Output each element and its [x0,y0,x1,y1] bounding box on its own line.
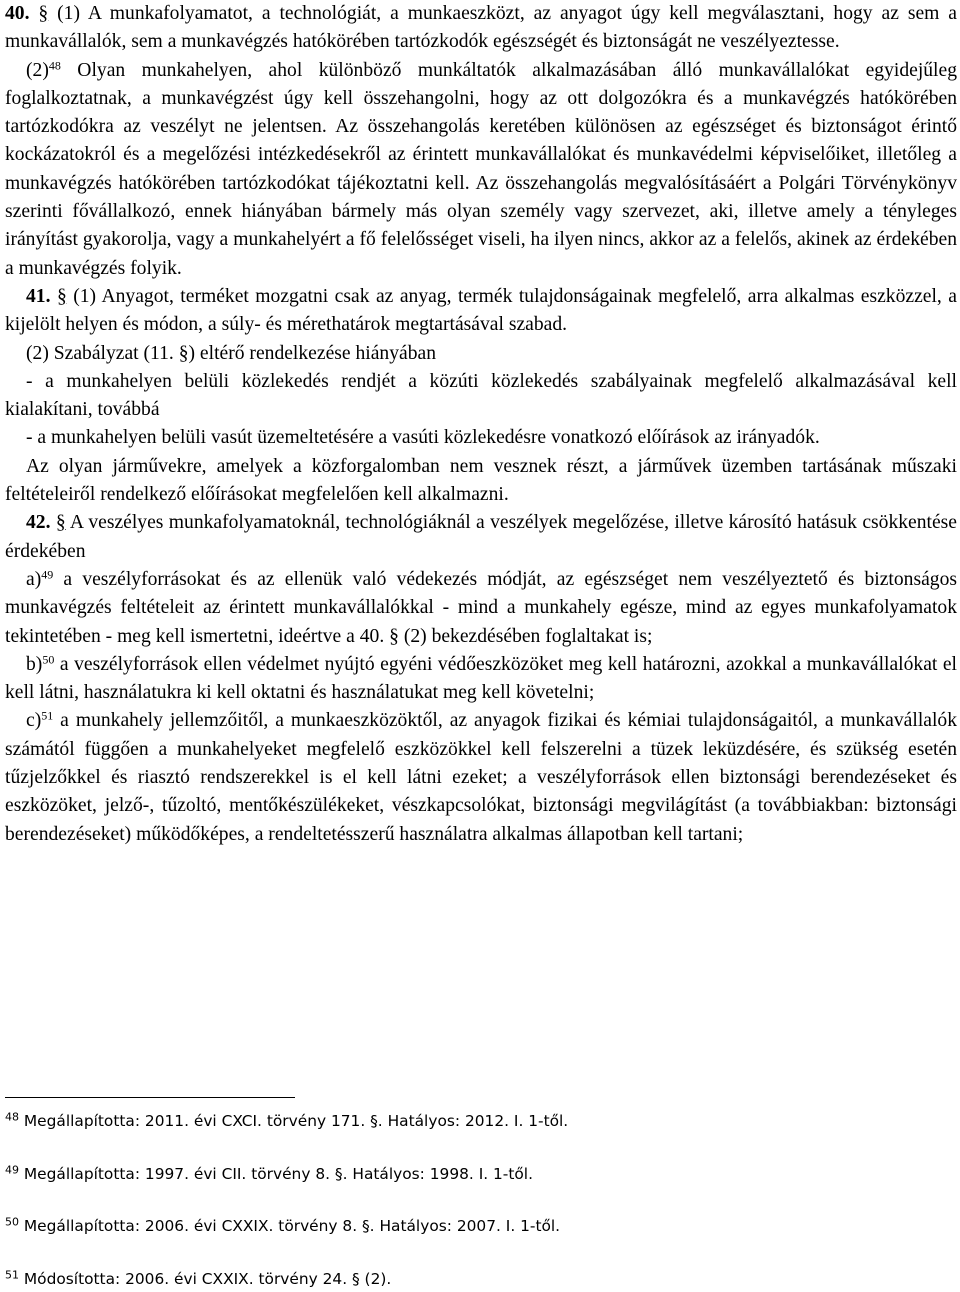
footnote-48 [5,1111,568,1131]
footnote-number: 51 [5,1268,19,1282]
point-label: b) [26,653,43,675]
paragraph-text: a munkahely jellemzőitől, a munkaeszközöktől, az anyagok fizikai és kémiai tulajdonságaitól, a munkavállalók számától függően a munkahelyeket megfelelő eszközökkel kell felszerelni a tüzek leküzdésére, és szükség esetén tűzjelzőkkel és riasztó rendszerekkel is el kell látni ezeket; a veszélyforrások ellen biztonsági berendezéseket és eszközöket, jelző-, tűzoltó, mentőkészülékeket, vészkapcsolókat, biztonsági megvilágítást (a továbbiakban: biztonsági berendezéseket) működőképes, a rendeltetésszerű használatra alkalmas állapotban kell tartani; [5,710,957,845]
document-page [5,0,957,1292]
footnote-49 [5,1164,533,1184]
section-number: 42. [26,512,51,534]
list-item-traffic [5,368,957,425]
paragraph-40-1 [5,0,957,57]
paragraph-42 [5,509,957,566]
section-sign: § [178,342,189,364]
paragraph-text: - a munkahelyen belüli közlekedés rendjét a közúti közlekedés szabályainak megfelelő alkalmazásával kell kialakítani, továbbá [5,370,957,421]
paragraph-text: a veszélyforrások ellen védelmet nyújtó egyéni védőeszközöket meg kell határozni, azokkal a munkavállalókat el kell látni, használatukra ki kell oktatni és használatukat meg kell követelni; [5,653,957,704]
paragraph-vehicles [5,453,957,510]
footnote-number: 48 [5,1110,19,1124]
paragraph-text: Olyan munkahelyen, ahol különböző munkáltatók alkalmazásában álló munkavállalókat egyidejűleg foglalkoztatnak, a munkavégzést úgy kell összehangolni, hogy az ott dolgozókra és a munkavégzés hatókörében tartózkodókra az veszélyt ne jelentsen. Az összehangolás keretében különösen az egészséget és biztonságot érintő kockázatokról és a megelőzési intézkedésekről az érintett munkavállalókat és munkavédelmi képviselőiket, illetőleg a munkavégzés hatókörében tartózkodókat tájékoztatni kell. Az összehangolás megvalósításáért a Polgári Törvénykönyv szerinti fővállalkozó, ennek hiányában bármely más olyan személy vagy szervezet, aki, illetve amely a tényleges irányítást gyakorolja, vagy a munkahelyért a fő felelősséget viseli, ha ilyen nincs, akkor az a felelős, akinek az érdekében a munkavégzés folyik. [5,59,957,279]
point-label: a) [26,568,42,590]
footnote-50 [5,1216,560,1236]
point-a [5,566,957,651]
point-c [5,707,957,848]
paragraph-text: - a munkahelyen belüli vasút üzemeltetésére a vasúti közlekedésre vonatkozó előírások az irányadók. [26,427,820,449]
footnote-number: 49 [5,1163,19,1177]
paragraph-text: (1) A munkafolyamatot, a technológiát, a munkaeszközt, az anyagot úgy kell megválasztani, hogy az sem a munkavállalók, sem a munkavégzés hatókörében tartózkodók egészségét és biztonságát ne veszélyeztesse. [5,3,957,53]
section-number: 41. [26,285,51,307]
paragraph-41-1 [5,283,957,340]
point-label: c) [26,710,42,732]
footnote-text: Megállapította: 1997. évi CII. törvény 8. §. Hatályos: 1998. I. 1-től. [19,1165,533,1183]
paragraph-text: Az olyan járművekre, amelyek a közforgalomban nem vesznek részt, a járművek üzemben tartásának műszaki feltételeiről rendelkező előírásokat megfelelően kell alkalmazni. [5,455,957,506]
footnote-text: Megállapította: 2006. évi CXXIX. törvény 8. §. Hatályos: 2007. I. 1-től. [19,1217,561,1235]
section-sign: § [55,512,66,534]
paragraph-41-2 [5,340,957,368]
section-sign: § [38,3,49,24]
document-body [5,0,957,849]
list-item-railway [5,424,957,452]
footnote-ref-49[interactable]: 49 [41,567,54,582]
footnote-number: 50 [5,1215,19,1229]
footnote-51 [5,1269,391,1289]
paragraph-text: (1) Anyagot, terméket mozgatni csak az anyag, termék tulajdonságainak megfelelő, arra alkalmas eszközzel, a kijelölt helyen és módon, a súly- és mérethatárok megtartásával szabad. [5,285,957,336]
paragraph-text: A veszélyes munkafolyamatoknál, technológiáknál a veszélyek megelőzése, illetve károsító hatásuk csökkentése érdekében [5,512,957,562]
section-sign: § [56,285,67,307]
paragraph-text: (2) bekezdésében foglaltakat is; [398,625,653,647]
point-b [5,651,957,708]
paragraph-text: ) eltérő rendelkezése hiányában [188,342,437,364]
footnote-text: Módosította: 2006. évi CXXIX. törvény 24. § (2). [19,1270,392,1288]
paragraph-text: (2) Szabályzat (11. [26,342,179,364]
paragraph-40-2 [5,57,957,283]
footnote-ref-48[interactable]: 48 [48,58,61,72]
section-number: 40. [5,3,30,24]
paragraph-text: a veszélyforrásokat és az ellenük való védekezés módját, az egészséget nem veszélyeztető és biztonságos munkavégzés feltételeit az érintett munkavállalókkal - mind a munkahely egésze, mind az egyes munkafolyamatok tekintetében - meg kell ismertetni, ideértve a 40. [5,568,957,647]
footnote-ref-50[interactable]: 50 [42,652,55,667]
footnote-text: Megállapította: 2011. évi CXCI. törvény 171. §. Hatályos: 2012. I. 1-től. [19,1112,569,1130]
footnote-separator [5,1097,295,1098]
section-sign: § [389,625,399,647]
paragraph-label: (2) [26,59,49,81]
footnote-ref-51[interactable]: 51 [41,708,54,723]
